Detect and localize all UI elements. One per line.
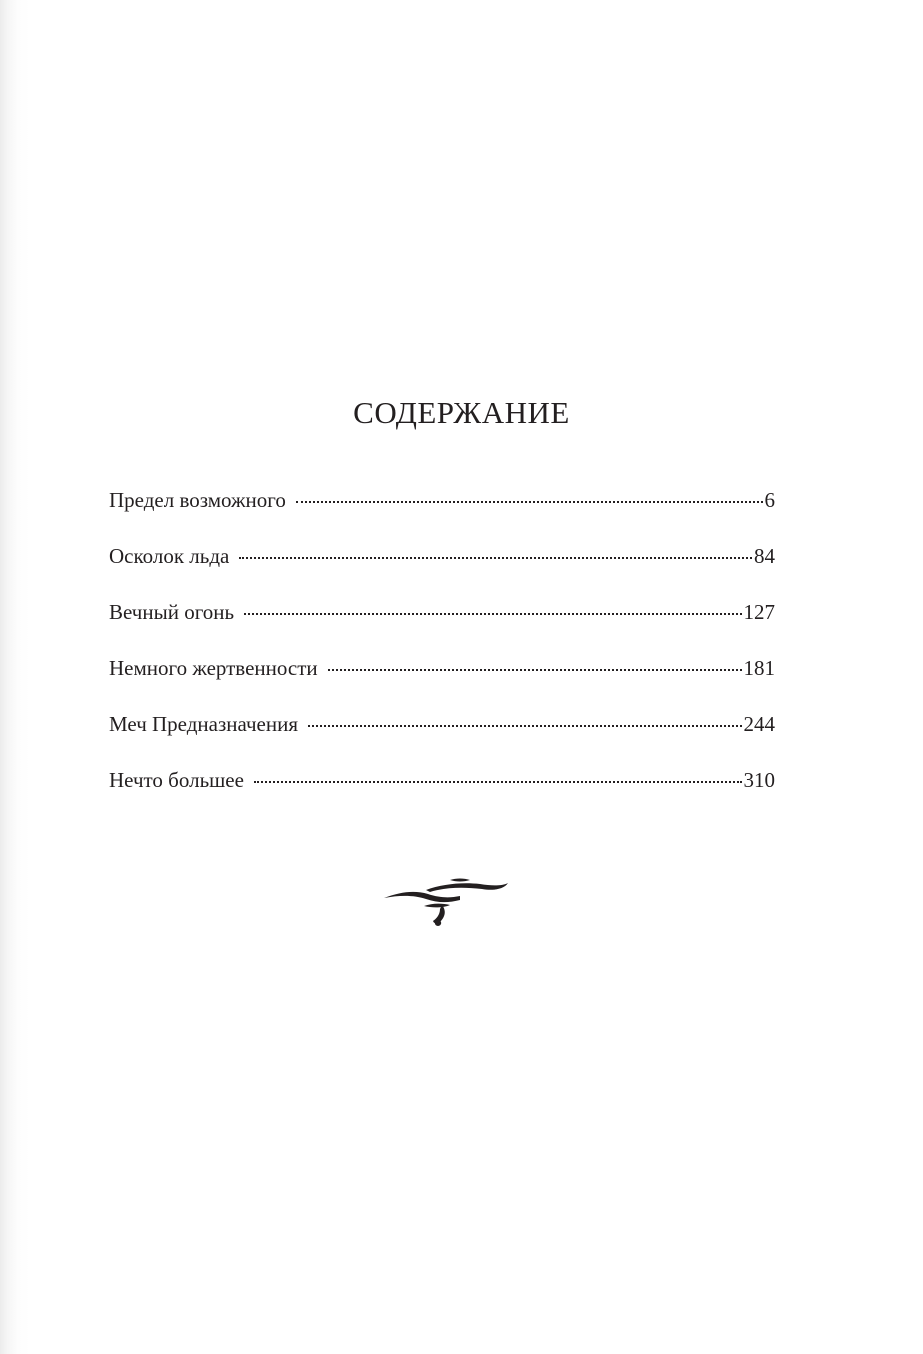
toc-entry <box>109 542 775 598</box>
table-of-contents <box>109 486 775 822</box>
calligraphic-flourish-icon <box>380 878 512 928</box>
toc-entry <box>109 710 775 766</box>
dot-leader <box>308 725 742 727</box>
toc-page-number: 127 <box>743 600 775 624</box>
toc-page-number: 310 <box>743 768 775 792</box>
toc-entry-title: Нечто большее <box>109 768 244 792</box>
toc-page-number: 84 <box>754 544 775 568</box>
toc-page-number: 181 <box>743 656 775 680</box>
dot-leader <box>244 613 741 615</box>
toc-entry <box>109 486 775 542</box>
toc-page-number: 244 <box>743 712 775 736</box>
toc-entry-title: Вечный огонь <box>109 600 235 624</box>
toc-entry <box>109 654 775 710</box>
toc-entry <box>109 766 775 822</box>
toc-page-number: 6 <box>764 488 775 512</box>
toc-entry <box>109 598 775 654</box>
page-title: СОДЕРЖАНИЕ <box>353 395 570 430</box>
dot-leader <box>296 501 763 503</box>
dot-leader <box>254 781 742 783</box>
toc-entry-title: Немного жертвенности <box>109 656 318 680</box>
dot-leader <box>239 557 752 559</box>
toc-entry-title: Предел возможного <box>109 488 286 512</box>
toc-entry-title: Меч Предназначения <box>109 712 298 736</box>
dot-leader <box>328 669 742 671</box>
toc-entry-title: Осколок льда <box>109 544 230 568</box>
